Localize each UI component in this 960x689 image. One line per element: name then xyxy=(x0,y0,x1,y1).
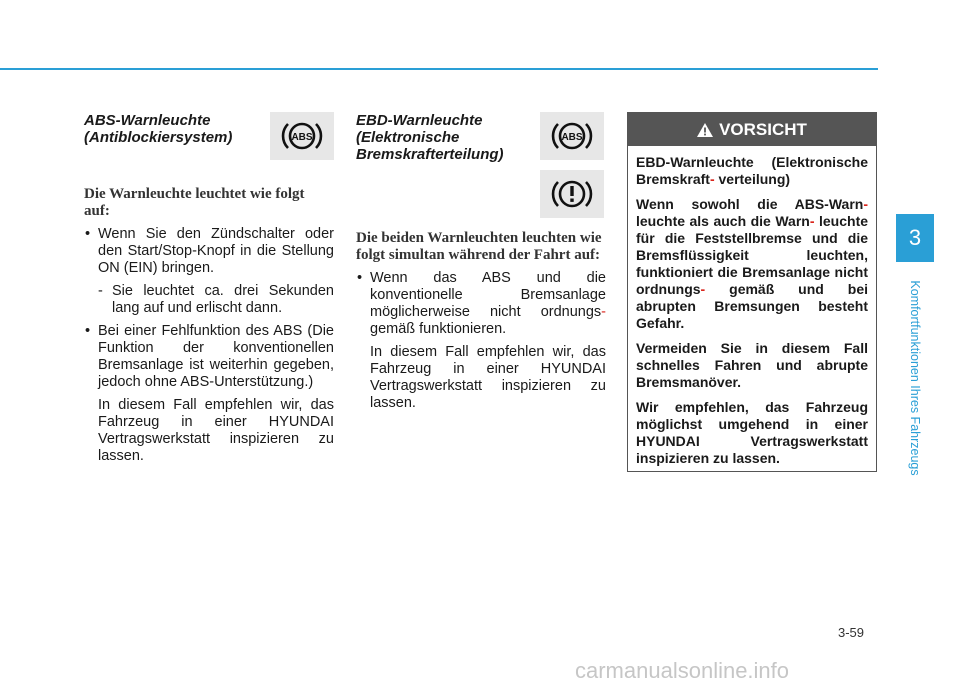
caution-p1: EBD-Warnleuchte (Elektronische Bremskraft- verteilung) xyxy=(636,154,868,187)
abs-header xyxy=(84,112,334,162)
ebd-brake-icon-box xyxy=(540,170,604,218)
top-rule xyxy=(0,68,878,70)
caution-p2-b: leuchte als auch die Warn xyxy=(636,213,810,229)
page-number: 3-59 xyxy=(838,625,865,640)
warning-triangle-icon xyxy=(697,123,713,137)
ebd-bullet-1-text-a: Wenn das ABS und die konventionelle Bremsanlage möglicherweise nicht ordnungs xyxy=(370,270,606,320)
abs-icon-box xyxy=(270,112,334,160)
ebd-title-line3: Bremskrafterteilung) xyxy=(356,146,504,163)
chapter-title: Komfortfunktionen Ihres Fahrzeugs xyxy=(908,280,922,476)
ebd-abs-icon-box xyxy=(540,112,604,160)
abs-bullet-1: • Wenn Sie den Zündschalter oder den Start/Stop-Knopf in die Stellung ON (EIN) bringen. xyxy=(85,226,334,276)
caution-p2: Wenn sowohl die ABS-Warn- leuchte als auch die Warn- leuchte für die Feststellbremse und die Bremsflüssigkeit leuchten, funktioniert die Bremsanlage nicht ordnungs- gemäß und bei abrupten Bremsungen besteht Gefahr. xyxy=(636,196,869,331)
caution-p2-a: Wenn sowohl die ABS-Warn xyxy=(636,196,864,212)
caution-header xyxy=(628,113,876,146)
abs-warning-icon xyxy=(550,119,594,153)
ebd-section xyxy=(356,112,606,418)
caution-p1-b: verteilung) xyxy=(718,171,791,187)
caution-p2-d: gemäß und bei abrupten Bremsungen besteht Gefahr. xyxy=(636,281,868,331)
caution-p4: Wir empfehlen, das Fahrzeug möglichst umgehend in einer HYUNDAI Vertragswerkstatt inspizieren zu lassen. xyxy=(636,399,868,466)
caution-p1-a: EBD-Warnleuchte (Elektronische Bremskraft xyxy=(636,154,868,187)
watermark: carmanualsonline.info xyxy=(575,658,790,683)
ebd-title-line1: EBD-Warnleuchte xyxy=(356,112,483,129)
caution-title: VORSICHT xyxy=(719,119,807,139)
caution-box xyxy=(627,112,877,472)
ebd-title-line2: (Elektronische xyxy=(356,129,460,146)
brake-warning-icon xyxy=(550,177,594,211)
ebd-sub-head: Die beiden Warnleuchten leuchten wie folgt simultan während der Fahrt auf: xyxy=(356,230,602,263)
abs-warning-icon xyxy=(280,119,324,153)
svg-text:ABS: ABS xyxy=(561,132,583,143)
caution-p3: Vermeiden Sie in diesem Fall schnelles Fahren und abrupte Bremsmanöver. xyxy=(636,340,868,390)
ebd-bullet-1: • Wenn das ABS und die konventionelle Bremsanlage möglicherweise nicht ordnungs- gemäß funktionieren. xyxy=(357,270,606,337)
abs-section xyxy=(84,112,334,471)
abs-bullet-2: • Bei einer Fehlfunktion des ABS (Die Funktion der konventionellen Bremsanlage ist weiterhin gegeben, jedoch ohne ABS-Unterstützung.) xyxy=(85,323,334,390)
abs-sub-head: Die Warnleuchte leuchtet wie folgt auf: xyxy=(84,186,305,219)
abs-paragraph: In diesem Fall empfehlen wir, das Fahrzeug in einer HYUNDAI Vertragswerkstatt inspizieren zu lassen. xyxy=(98,397,334,464)
ebd-paragraph: In diesem Fall empfehlen wir, das Fahrzeug in einer HYUNDAI Vertragswerkstatt inspizieren zu lassen. xyxy=(370,344,606,411)
ebd-bullet-1-text-b: gemäß funktionieren. xyxy=(370,321,507,337)
abs-bullet-2-text: Bei einer Fehlfunktion des ABS (Die Funktion der konventionellen Bremsanlage ist weiterhin gegeben, jedoch ohne ABS-Unterstützung.) xyxy=(98,323,334,390)
abs-title-line2: (Antiblockiersystem) xyxy=(84,129,233,146)
abs-title-line1: ABS-Warnleuchte xyxy=(84,112,211,129)
abs-dash-1: - Sie leuchtet ca. drei Sekunden lang auf und erlischt dann. xyxy=(98,283,334,316)
abs-dash-1-text: Sie leuchtet ca. drei Sekunden lang auf und erlischt dann. xyxy=(112,283,334,316)
caution-p2-c: leuchte für die Feststellbremse und die Bremsflüssigkeit leuchten, funktioniert die Bremsanlage nicht ordnungs xyxy=(636,213,869,297)
ebd-header xyxy=(356,112,606,220)
svg-text:ABS: ABS xyxy=(291,132,313,143)
abs-bullet-1-text: Wenn Sie den Zündschalter oder den Start/Stop-Knopf in die Stellung ON (EIN) bringen. xyxy=(98,226,334,276)
chapter-tab: 3 xyxy=(896,214,934,262)
